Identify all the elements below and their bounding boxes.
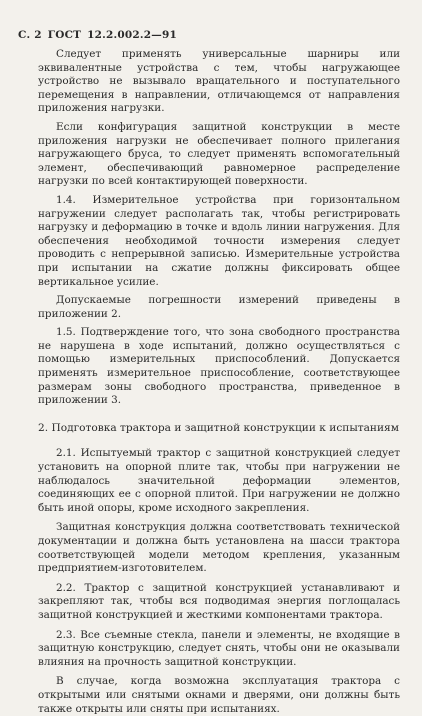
page-header	[18, 29, 177, 41]
paragraph-2-3: 2.3. Все съемные стекла, панели и элементы, не входящие в защитную конструкцию, следует снять, чтобы они не оказывали влияния на прочность защитной конструкции.	[38, 628, 400, 668]
standard-number: 12.2.002.2—91	[87, 29, 177, 41]
page-number: С. 2	[18, 29, 42, 41]
document-body	[38, 48, 400, 716]
paragraph-documentation: Защитная конструкция должна соответствовать технической документации и должна быть установлена на шасси трактора соответствующей модели методом крепления, указанным предприятием-изготовителем.	[38, 521, 400, 575]
section-heading: 2. Подготовка трактора и защитной конструкции к испытаниям	[38, 421, 399, 434]
paragraph-1-4: 1.4. Измерительное устройства при горизонтальном нагружении следует располагать так, чтобы регистрировать нагрузку и деформацию в точке и вдоль линии нагружения. Для обеспечения необходимой точности измерения следует проводить с непрерывной записью. Измерительные устройства при испытании на сжатие должны фиксировать общее вертикальное усилие.	[38, 193, 400, 288]
paragraph-open-windows: В случае, когда возможна эксплуатация трактора с открытыми или снятыми окнами и дверями, они должны быть также открыты или сняты при испытаниях.	[38, 675, 400, 715]
paragraph-2-1: 2.1. Испытуемый трактор с защитной конструкцией следует установить на опорной плите так, чтобы при нагружении не наблюдалось значительной деформации элементов, соединяющих ее с опорной плитой. При нагружении не должно быть иной опоры, кроме исходного закрепления.	[38, 447, 400, 514]
paragraph-1-5: 1.5. Подтверждение того, что зона свободного пространства не нарушена в ходе испытаний, должно осуществляться с помощью измерительных приспособлений. Допускается применять измерительное приспособление, соответствующее размерам зоны свободного пространства, приведенное в приложении 3.	[38, 326, 400, 407]
paragraph-joints: Следует применять универсальные шарниры или эквивалентные устройства с тем, чтобы нагружающее устройство не вызывало вращательного и поступательного перемещения в направлении, отличающемся от направления приложения нагрузки.	[38, 48, 400, 115]
paragraph-tolerances: Допускаемые погрешности измерений приведены в приложении 2.	[38, 294, 400, 320]
paragraph-auxiliary-element: Если конфигурация защитной конструкции в месте приложения нагрузки не обеспечивает полного прилегания нагружающего бруса, то следует применять вспомогательный элемент, обеспечивающий равномерное распределение нагрузки по всей контактирующей поверхности.	[38, 120, 400, 188]
standard-label: ГОСТ	[47, 29, 82, 41]
paragraph-2-2: 2.2. Трактор с защитной конструкцией устанавливают и закрепляют так, чтобы вся подводимая энергия поглощалась защитной конструкцией и жесткими компонентами трактора.	[38, 581, 400, 621]
